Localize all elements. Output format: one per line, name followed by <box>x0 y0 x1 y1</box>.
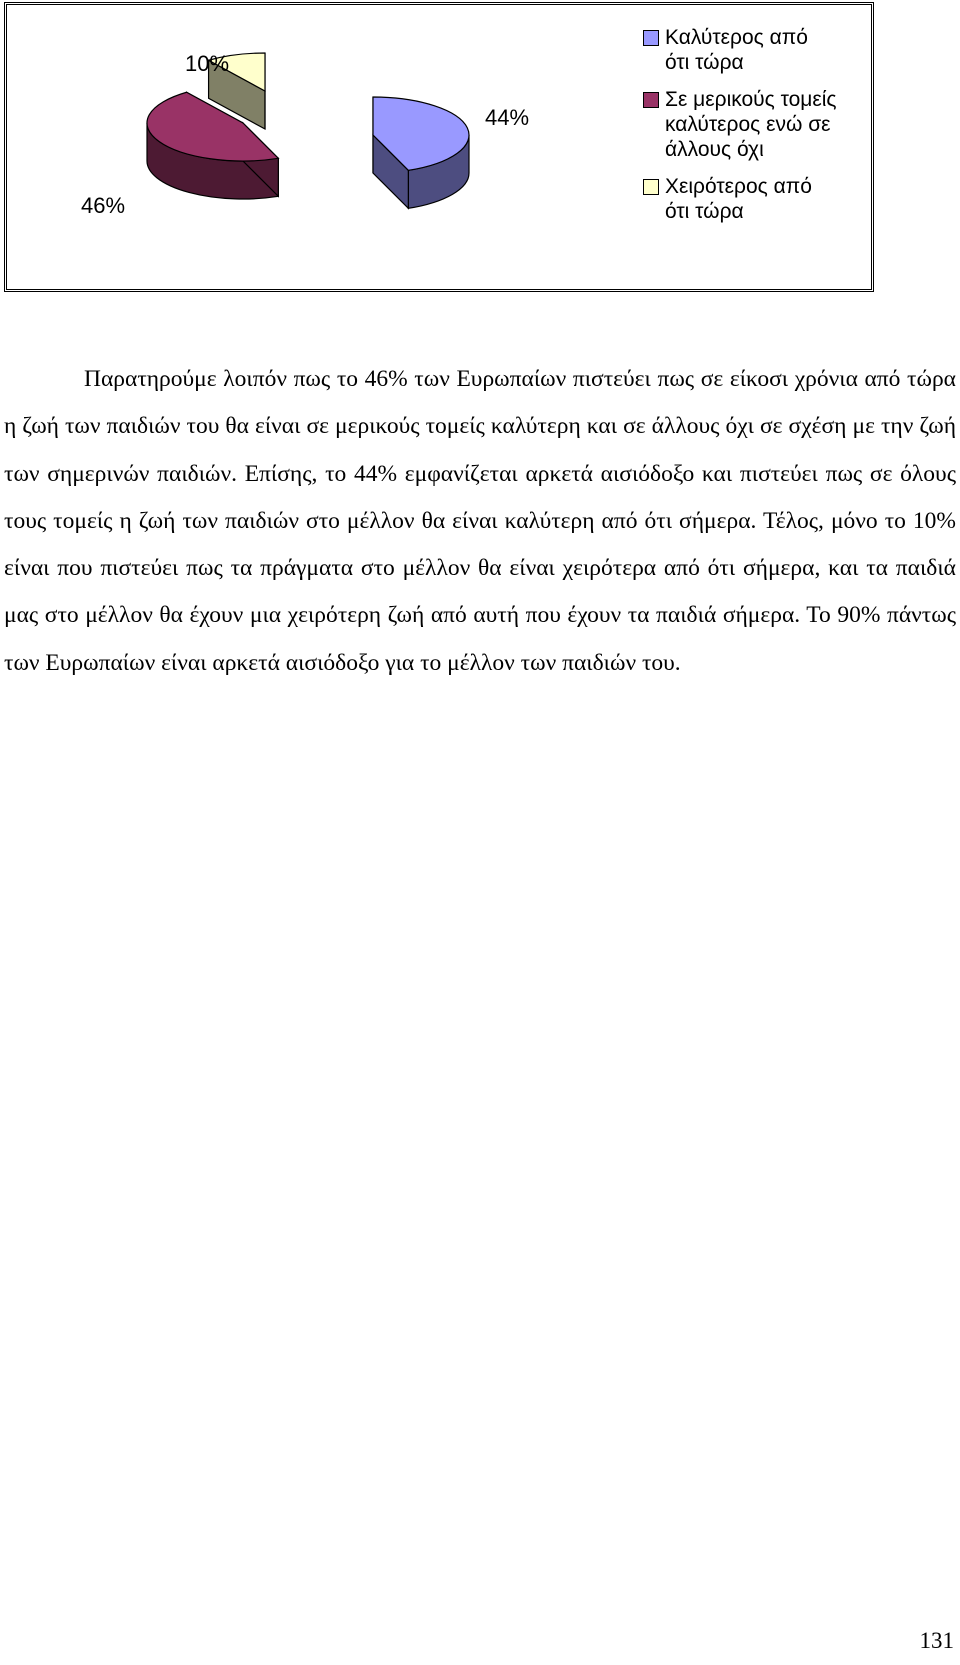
legend-item-better <box>639 25 869 75</box>
pie-chart <box>4 2 874 292</box>
legend-swatch-worse <box>643 179 659 195</box>
page-number: 131 <box>919 1628 954 1653</box>
data-label-2: 10% <box>184 51 230 76</box>
legend-item-worse <box>639 174 869 224</box>
legend-label-worse: Χειρότερος από ότι τώρα <box>665 175 812 223</box>
legend-label-partly: Σε μερικούς τομείς καλύτερος ενώ σε άλλους όχι <box>665 88 837 161</box>
legend-label-better: Καλύτερος από ότι τώρα <box>665 26 808 74</box>
data-label-1: 46% <box>80 193 126 218</box>
body-paragraph: Παρατηρούμε λοιπόν πως το 46% των Ευρωπαίων πιστεύει πως σε είκοσι χρόνια από τώρα η ζωή των παιδιών του θα είναι σε μερικούς τομείς καλύτερη και σε άλλους όχι σε σχέση με την ζωή των σημερινών παιδιών. Επίσης, το 44% εμφανίζεται αρκετά αισιόδοξο και πιστεύει πως σε όλους τους τομείς η ζωή των παιδιών στο μέλλον θα είναι καλύτερη από ότι σήμερα. Τέλος, μόνο το 10% είναι που πιστεύει πως τα πράγματα στο μέλλον θα είναι χειρότερα από ότι σήμερα, και τα παιδιά μας στο μέλλον θα έχουν μια χειρότερη ζωή από αυτή που έχουν τα παιδιά σήμερα. Το 90% πάντως των Ευρωπαίων είναι αρκετά αισιόδοξο για το μέλλον των παιδιών του. <box>4 366 956 676</box>
body-text <box>4 356 956 687</box>
legend-item-partly <box>639 87 869 162</box>
legend-swatch-better <box>643 30 659 46</box>
data-label-0: 44% <box>484 105 530 130</box>
chart-legend <box>639 25 869 236</box>
legend-swatch-partly <box>643 92 659 108</box>
